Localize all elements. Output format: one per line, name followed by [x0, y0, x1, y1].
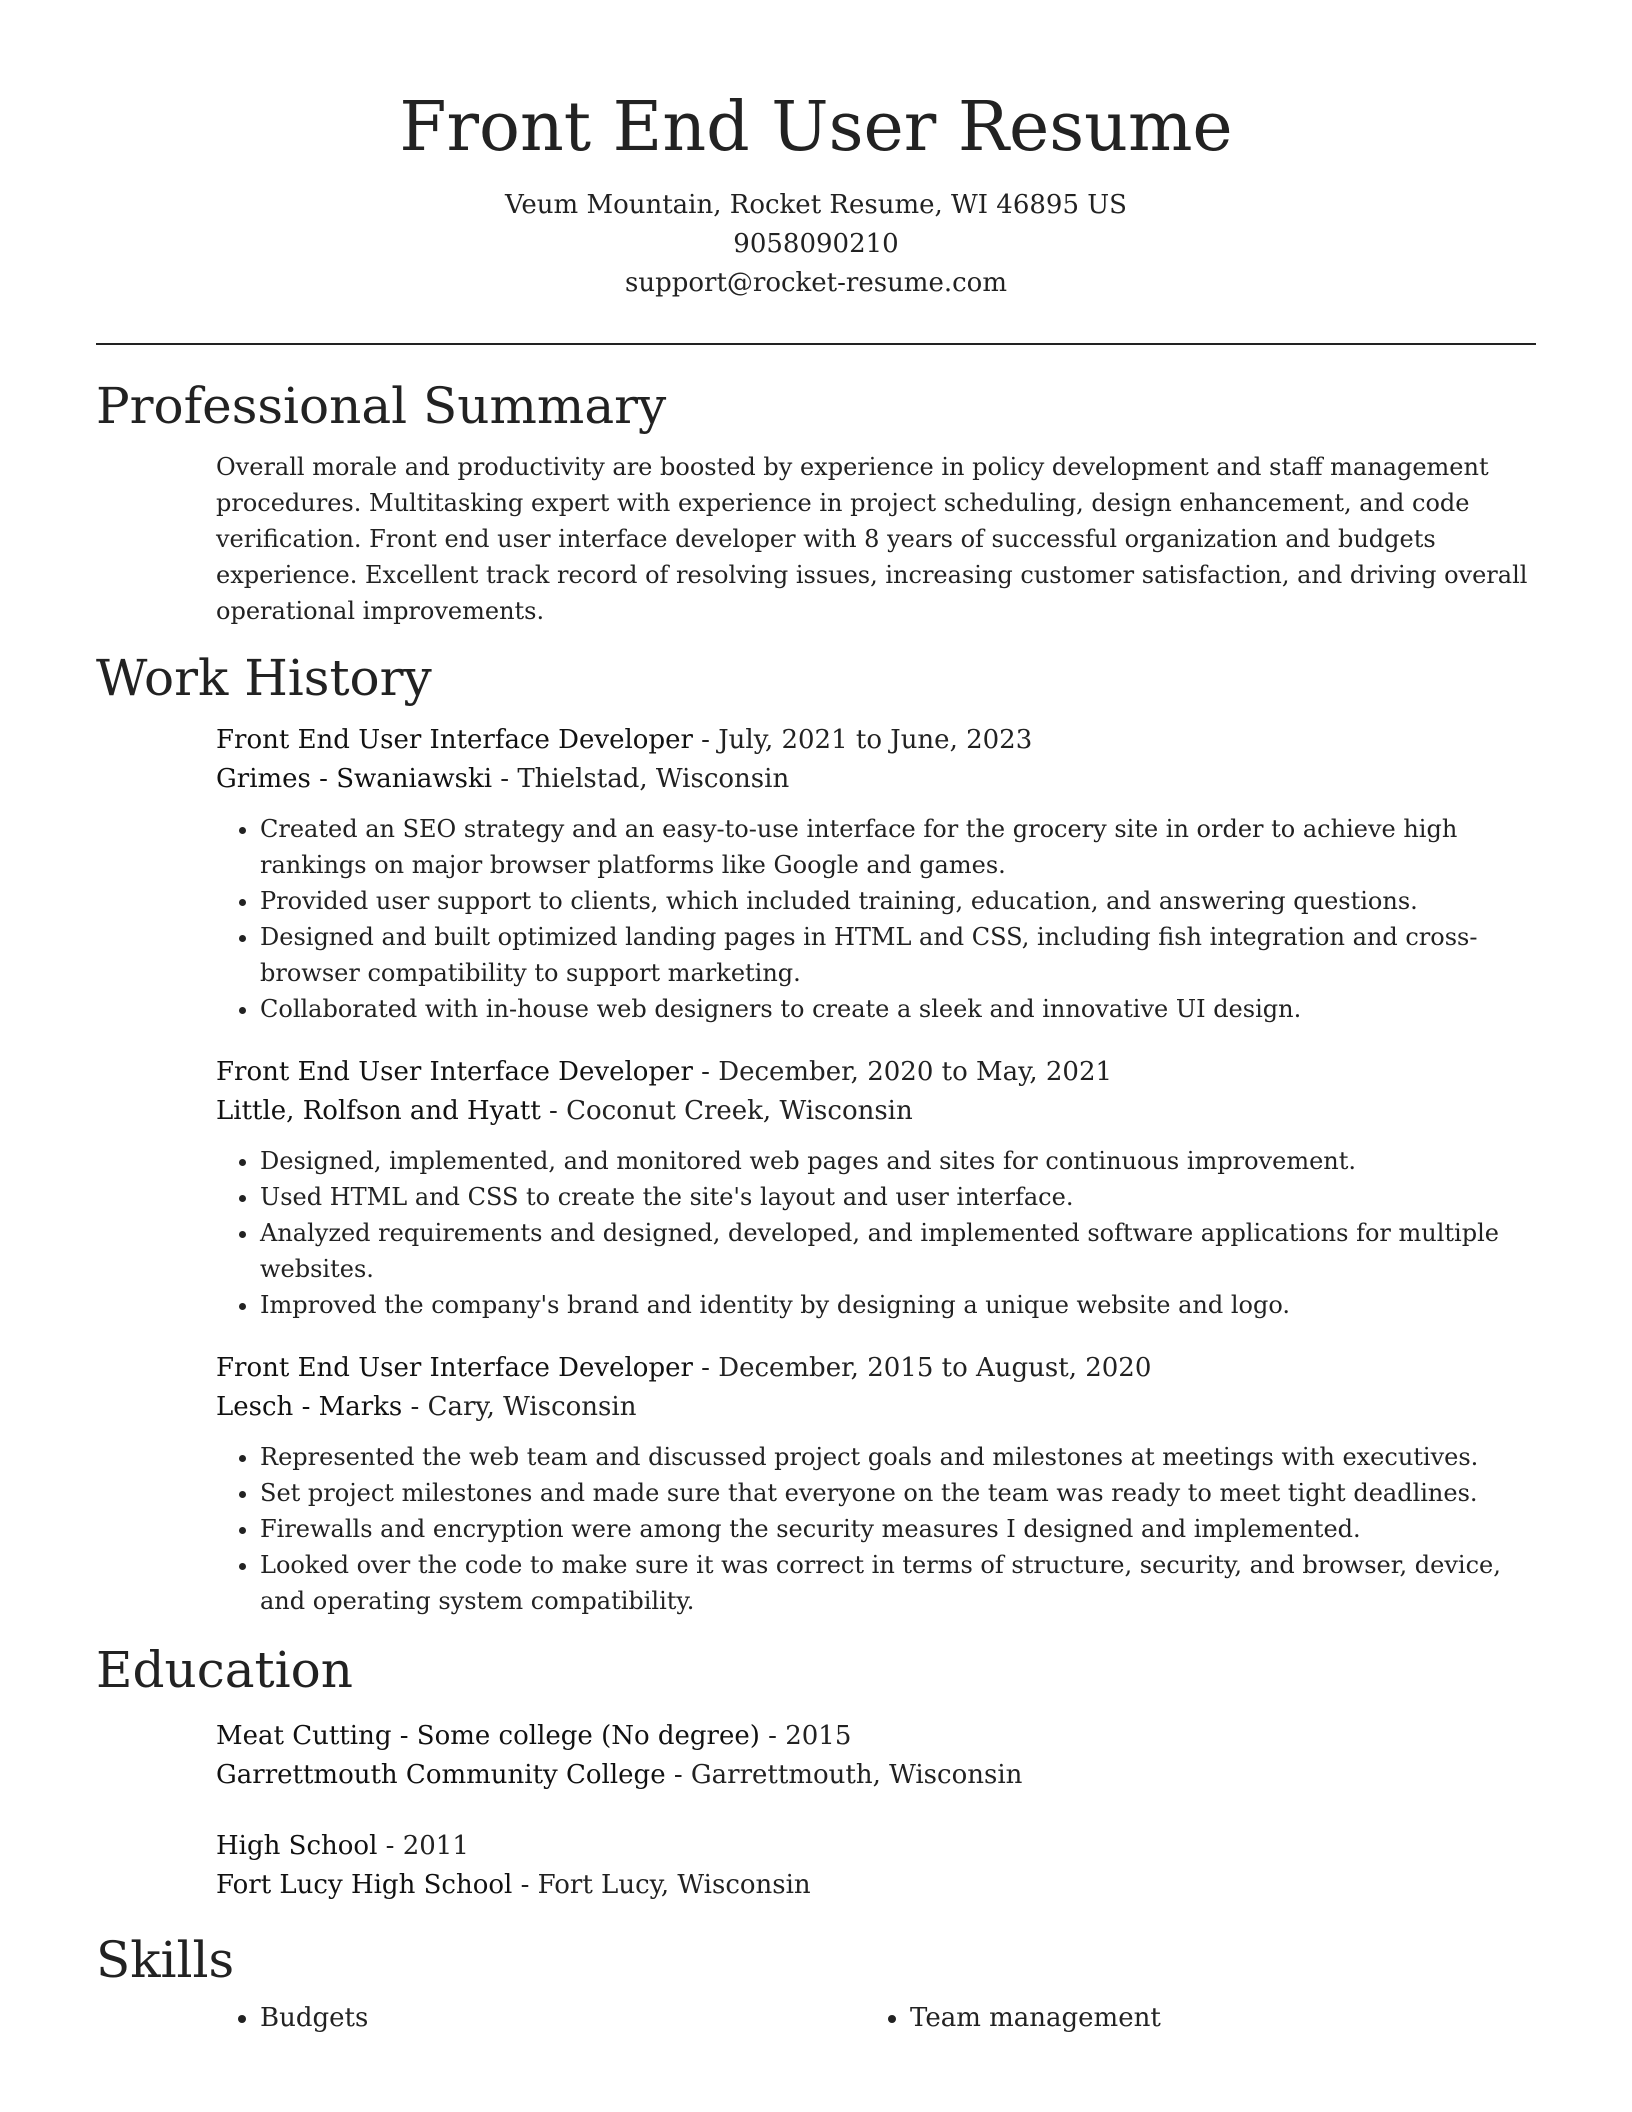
job-company: Lesch - Marks: [216, 1392, 403, 1422]
job-title: Front End User Interface Developer: [216, 1057, 693, 1087]
job-dates: - December, 2020 to May, 2021: [692, 1057, 1113, 1087]
job-company: Little, Rolfson and Hyatt: [216, 1096, 541, 1126]
education-location: - Fort Lucy, Wisconsin: [512, 1870, 811, 1900]
job-title-line: [216, 1053, 1536, 1092]
job-location: - Coconut Creek, Wisconsin: [540, 1096, 913, 1126]
job-bullet: • Represented the web team and discussed project goals and milestones at meetings with executives.: [260, 1439, 1536, 1475]
education-degree: High School: [216, 1831, 378, 1861]
resume-page: [96, 0, 1536, 2038]
skills-grid: [216, 1999, 1536, 2038]
education-degree: Meat Cutting - Some college (No degree): [216, 1721, 760, 1751]
job-bullet: • Designed, implemented, and monitored web pages and sites for continuous improvement.: [260, 1143, 1536, 1179]
job-bullet: • Analyzed requirements and designed, developed, and implemented software applications for multiple websites.: [260, 1215, 1536, 1287]
education-school: Garrettmouth Community College: [216, 1760, 666, 1790]
education-school-line: [216, 1756, 1536, 1795]
resume-header: [96, 0, 1536, 303]
job-entry: [216, 721, 1536, 1027]
education-entry: [216, 1717, 1536, 1795]
job-bullet: • Used HTML and CSS to create the site's layout and user interface.: [260, 1179, 1536, 1215]
education-year: - 2015: [759, 1721, 852, 1751]
resume-name: Front End User Resume: [399, 88, 1233, 167]
education-school-line: [216, 1866, 1536, 1905]
skills-list-left: [216, 1999, 866, 2038]
job-title: Front End User Interface Developer: [216, 725, 693, 755]
job-company-line: [216, 1388, 1536, 1427]
contact-info: [96, 186, 1536, 303]
job-bullets: [216, 1439, 1536, 1619]
job-title-line: [216, 721, 1536, 760]
work-history-section: [96, 645, 1536, 1619]
summary-heading: Professional Summary: [96, 377, 667, 435]
skills-section: [96, 1927, 1536, 2038]
summary-body: [216, 449, 1536, 629]
job-company-line: [216, 760, 1536, 799]
summary-text: Overall morale and productivity are boosted by experience in policy development and staff management procedures. Multitasking expert with experience in project scheduling, design enhancement, and code verification. Front end user interface developer with 8 years of successful organization and budgets experience. Excellent track record of resolving issues, increasing customer satisfaction, and driving overall operational improvements.: [216, 453, 1528, 625]
education-body: [216, 1717, 1536, 1905]
skill-item: • Team management: [910, 1999, 1516, 2038]
job-bullet: • Collaborated with in-house web designers to create a sleek and innovative UI design.: [260, 991, 1536, 1027]
work-history-heading: Work History: [96, 649, 432, 707]
education-year: - 2011: [377, 1831, 469, 1861]
job-title: Front End User Interface Developer: [216, 1353, 693, 1383]
skills-heading: Skills: [96, 1931, 235, 1989]
contact-phone: 9058090210: [733, 229, 899, 259]
job-entry: [216, 1349, 1536, 1619]
job-bullet: • Provided user support to clients, which included training, education, and answering questions.: [260, 883, 1536, 919]
job-dates: - July, 2021 to June, 2023: [692, 725, 1033, 755]
education-section: [96, 1637, 1536, 1905]
job-location: - Cary, Wisconsin: [402, 1392, 637, 1422]
job-company-line: [216, 1092, 1536, 1131]
skills-list-right: [866, 1999, 1516, 2038]
education-degree-line: [216, 1717, 1536, 1756]
education-degree-line: [216, 1827, 1536, 1866]
education-entry: [216, 1827, 1536, 1905]
header-divider: [96, 343, 1536, 345]
work-history-body: [216, 721, 1536, 1619]
contact-address: Veum Mountain, Rocket Resume, WI 46895 US: [505, 190, 1127, 220]
summary-section: [96, 373, 1536, 629]
job-bullet: • Set project milestones and made sure that everyone on the team was ready to meet tight deadlines.: [260, 1475, 1536, 1511]
job-entry: [216, 1053, 1536, 1323]
skill-item: • Budgets: [260, 1999, 866, 2038]
job-bullet: • Firewalls and encryption were among the security measures I designed and implemented.: [260, 1511, 1536, 1547]
job-bullets: [216, 1143, 1536, 1323]
job-bullet: • Designed and built optimized landing pages in HTML and CSS, including fish integration and cross-browser compatibility to support marketing.: [260, 919, 1536, 991]
contact-email: support@rocket-resume.com: [624, 268, 1007, 298]
education-school: Fort Lucy High School: [216, 1870, 513, 1900]
job-bullet: • Looked over the code to make sure it was correct in terms of structure, security, and browser, device, and operating system compatibility.: [260, 1547, 1536, 1619]
job-bullet: • Created an SEO strategy and an easy-to-use interface for the grocery site in order to achieve high rankings on major browser platforms like Google and games.: [260, 811, 1536, 883]
job-bullets: [216, 811, 1536, 1027]
education-location: - Garrettmouth, Wisconsin: [665, 1760, 1023, 1790]
job-location: - Thielstad, Wisconsin: [492, 764, 790, 794]
job-company: Grimes - Swaniawski: [216, 764, 493, 794]
job-dates: - December, 2015 to August, 2020: [692, 1353, 1152, 1383]
education-heading: Education: [96, 1641, 353, 1699]
job-title-line: [216, 1349, 1536, 1388]
job-bullet: • Improved the company's brand and identity by designing a unique website and logo.: [260, 1287, 1536, 1323]
